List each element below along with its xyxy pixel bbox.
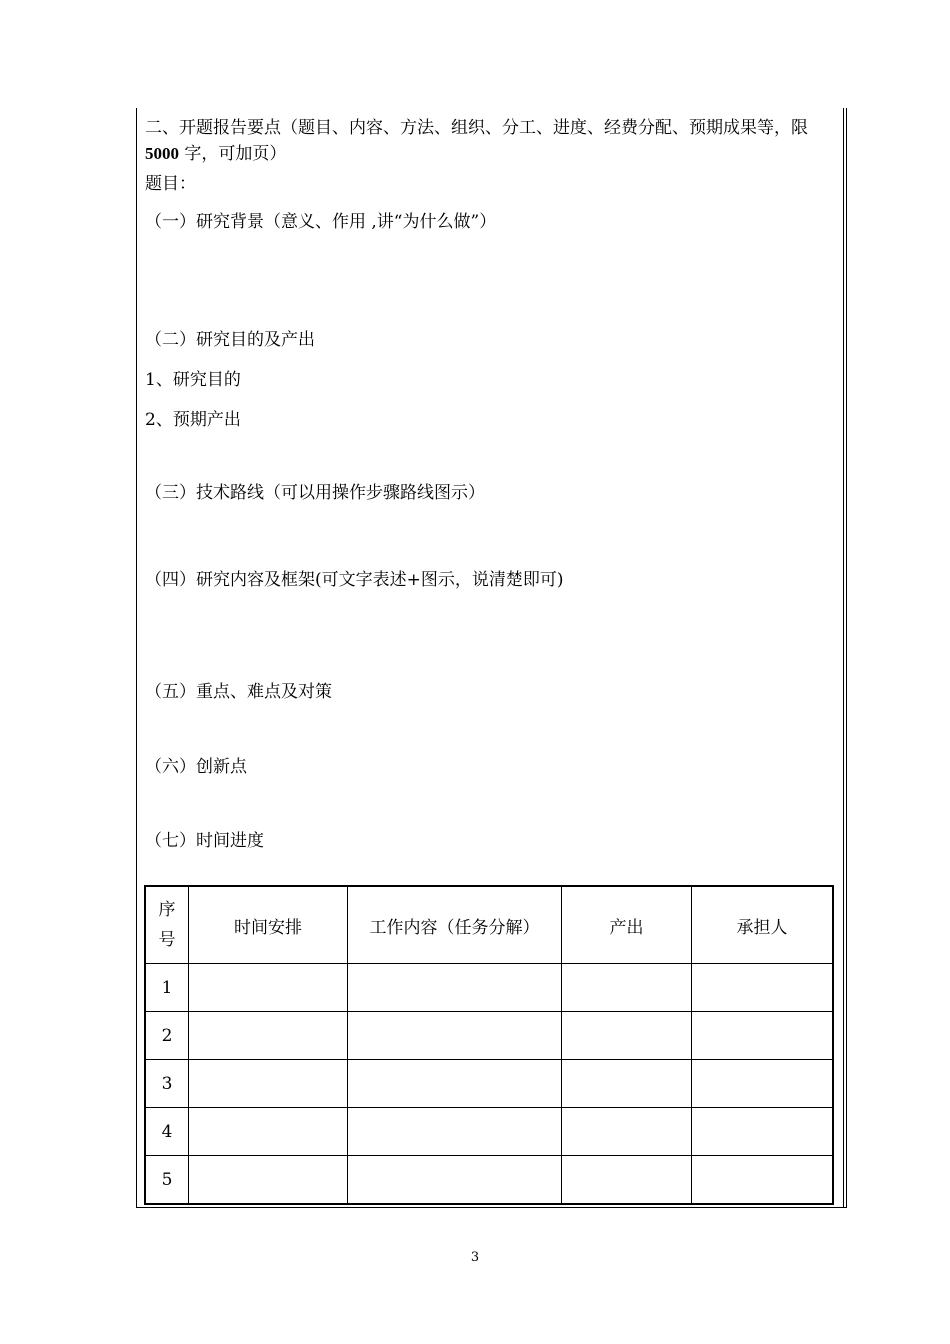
cell-output[interactable]	[562, 964, 692, 1012]
col-header-work: 工作内容（任务分解）	[348, 886, 562, 964]
cell-work[interactable]	[348, 1108, 562, 1156]
table-row	[145, 964, 833, 1012]
cell-time[interactable]	[189, 1156, 348, 1205]
cell-time[interactable]	[189, 964, 348, 1012]
section-background: （一）研究背景（意义、作用 ,讲“为什么做”）	[145, 212, 497, 232]
table-row	[145, 1156, 833, 1205]
row-index: 5	[145, 1156, 189, 1205]
section-purpose: （二）研究目的及产出	[145, 330, 315, 350]
col-header-output: 产出	[562, 886, 692, 964]
col-header-index: 序 号	[145, 886, 189, 964]
title-label: 题目：	[145, 174, 196, 194]
row-index: 2	[145, 1012, 189, 1060]
row-index: 4	[145, 1108, 189, 1156]
section-key-points: （五）重点、难点及对策	[145, 682, 332, 702]
row-index: 3	[145, 1060, 189, 1108]
schedule-table	[144, 885, 834, 1205]
col-header-time: 时间安排	[189, 886, 348, 964]
output-item: 2、预期产出	[145, 410, 241, 430]
cell-output[interactable]	[562, 1156, 692, 1205]
section-innovation: （六）创新点	[145, 757, 247, 777]
cell-time[interactable]	[189, 1108, 348, 1156]
cell-owner[interactable]	[692, 1012, 834, 1060]
frame-double-line	[843, 108, 844, 1207]
table-header-row	[145, 886, 833, 964]
cell-output[interactable]	[562, 1108, 692, 1156]
cell-owner[interactable]	[692, 1060, 834, 1108]
cell-owner[interactable]	[692, 1108, 834, 1156]
purpose-item: 1、研究目的	[145, 370, 241, 390]
cell-owner[interactable]	[692, 1156, 834, 1205]
table-row	[145, 1012, 833, 1060]
cell-work[interactable]	[348, 1060, 562, 1108]
col-header-owner: 承担人	[692, 886, 834, 964]
cell-time[interactable]	[189, 1012, 348, 1060]
cell-time[interactable]	[189, 1060, 348, 1108]
section-content: （四）研究内容及框架(可文字表述+图示，说清楚即可)	[145, 570, 564, 590]
cell-work[interactable]	[348, 964, 562, 1012]
cell-output[interactable]	[562, 1012, 692, 1060]
page-number: 3	[470, 1250, 480, 1265]
section-heading: 二、开题报告要点（题目、内容、方法、组织、分工、进度、经费分配、预期成果等，限 5000 字，可加页）	[145, 118, 808, 164]
cell-owner[interactable]	[692, 964, 834, 1012]
section-schedule: （七）时间进度	[145, 831, 264, 851]
table-row	[145, 1060, 833, 1108]
table-row	[145, 1108, 833, 1156]
cell-work[interactable]	[348, 1012, 562, 1060]
row-index: 1	[145, 964, 189, 1012]
section-tech-route: （三）技术路线（可以用操作步骤路线图示）	[145, 483, 485, 503]
cell-output[interactable]	[562, 1060, 692, 1108]
cell-work[interactable]	[348, 1156, 562, 1205]
